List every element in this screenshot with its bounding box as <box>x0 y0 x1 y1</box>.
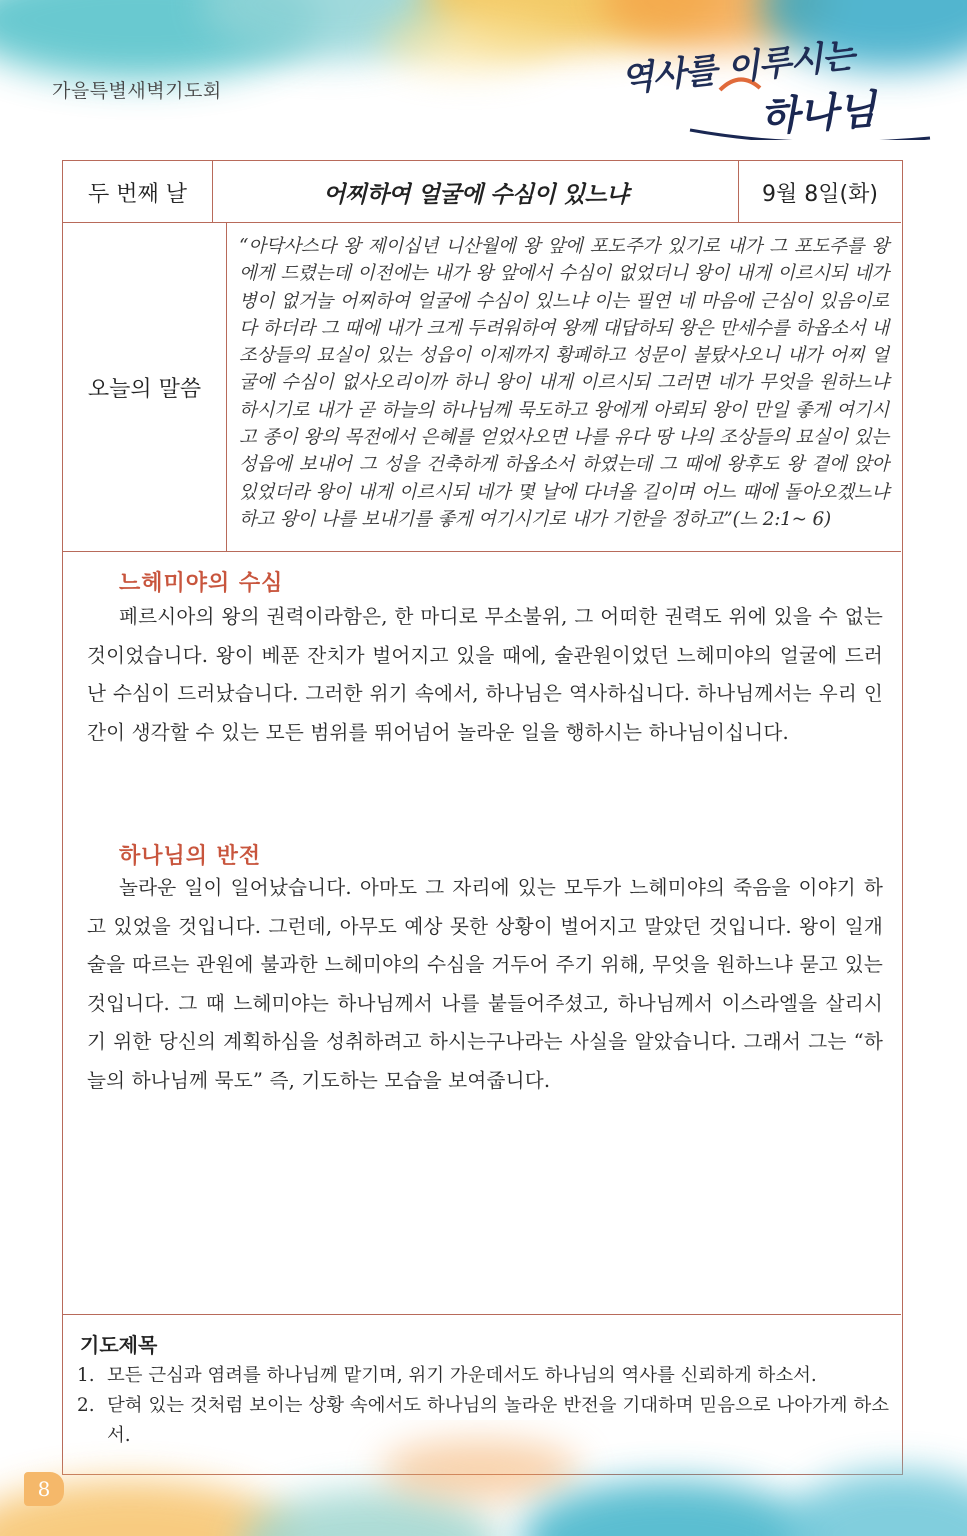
day-label: 두 번째 날 <box>63 161 213 223</box>
page-number: 8 <box>24 1472 64 1506</box>
prayer-divider <box>63 1314 901 1315</box>
day-header-row <box>63 161 901 223</box>
scripture-label: 오늘의 말씀 <box>63 223 227 552</box>
logo-line2: 하나님 <box>758 86 878 141</box>
prayer-item-text: 모든 근심과 염려를 하나님께 맡기며, 위기 가운데서도 하나님의 역사를 신뢰하게 하소서. <box>107 1365 817 1386</box>
logo-line1: 역사를 이루시는 <box>618 35 856 101</box>
prayer-item <box>77 1361 889 1391</box>
prayer-item-number: 2. <box>77 1395 95 1416</box>
prayer-title: 기도제목 <box>80 1333 158 1357</box>
footer-watercolor <box>0 1420 967 1536</box>
event-name: 가을특별새벽기도회 <box>52 80 222 102</box>
logo <box>618 35 935 141</box>
day-title: 어찌하여 얼굴에 수심이 있느냐 <box>213 161 739 223</box>
prayer-item-number: 1. <box>77 1365 95 1386</box>
devotional-frame <box>62 160 903 1475</box>
prayer-item-text: 닫혀 있는 것처럼 보이는 상황 속에서도 하나님의 놀라운 반전을 기대하며 믿음으로 나아가게 하소서. <box>107 1395 889 1446</box>
scripture-row <box>63 223 901 552</box>
section-title: 느헤미야의 수심 <box>119 571 284 596</box>
section-title: 하나님의 반전 <box>119 844 262 869</box>
section-paragraph: 페르시아의 왕의 권력이라함은, 한 마디로 무소불위, 그 어떠한 권력도 위에 있을 수 없는 것이었습니다. 왕이 베푼 잔치가 벌어지고 있을 때에, 술관원이었던 느헤미야의 얼굴에 드러난 수심이 드러났습니다. 그러한 위기 속에서, 하나님은 역사하십니다. 하나님께서는 우리 인간이 생각할 수 있는 모든 범위를 뛰어넘어 놀라운 일을 행하시는 하나님이십니다. <box>87 605 883 744</box>
day-date: 9월 8일(화) <box>762 181 878 207</box>
scripture-text: “아닥사스다 왕 제이십년 니산월에 왕 앞에 포도주가 있기로 내가 그 포도주를 왕에게 드렸는데 이전에는 내가 왕 앞에서 수심이 없었더니 왕이 내게 이르시되 네가 병이 없거늘 어찌하여 얼굴에 수심이 있느냐 이는 필연 네 마음에 근심이 있음이로다 하더라 그 때에 내가 크게 두려워하여 왕께 대답하되 왕은 만세수를 하옵소서 내 조상들의 묘실이 있는 성읍이 이제까지 황폐하고 성문이 불탔사오니 내가 어찌 얼굴에 수심이 없사오리이까 하니 왕이 내게 이르시되 그러면 네가 무엇을 원하느냐 하시기로 내가 곧 하늘의 하나님께 묵도하고 왕에게 아뢰되 왕이 만일 좋게 여기시고 종이 왕의 목전에서 은혜를 얻었사오면 나를 유다 땅 나의 조상들의 묘실이 있는 성읍에 보내어 그 성을 건축하게 하옵소서 하였는데 그 때에 왕후도 왕 곁에 앉아 있었더라 왕이 내게 이르시되 네가 몇 날에 다녀올 길이며 어느 때에 돌아오겠느냐 하고 왕이 나를 보내기를 좋게 여기시기로 내가 기한을 정하고”(느 2:1~ 6) <box>239 236 889 530</box>
section-paragraph: 놀라운 일이 일어났습니다. 아마도 그 자리에 있는 모두가 느헤미야의 죽음을 이야기 하고 있었을 것입니다. 그런데, 아무도 예상 못한 상황이 벌어지고 말았던 것입니다. 왕이 일개 술을 따르는 관원에 불과한 느헤미야의 수심을 거두어 주기 위해, 무엇을 원하느냐 묻고 있는 것입니다. 그 때 느헤미야는 하나님께서 나를 붙들어주셨고, 하나님께서 이스라엘을 살리시기 위한 당신의 계획하심을 성취하려고 하시는구나라는 사실을 알았습니다. 그래서 그는 “하늘의 하나님께 묵도” 즉, 기도하는 모습을 보여줍니다. <box>87 876 883 1092</box>
